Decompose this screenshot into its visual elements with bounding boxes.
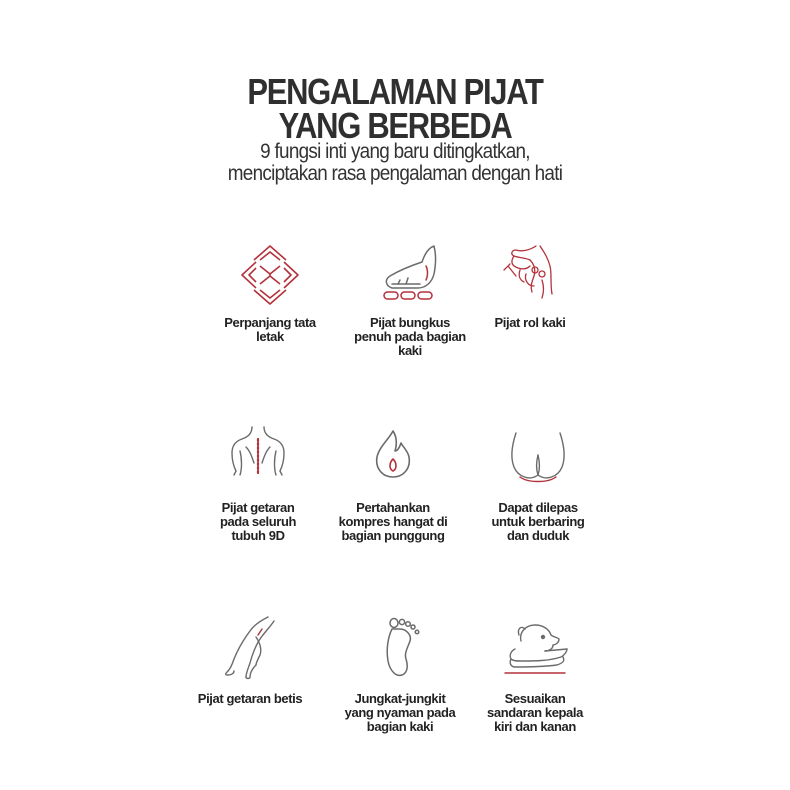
flame-icon (353, 425, 433, 495)
back-body-icon (218, 425, 298, 495)
feature-label: Pijat rol kaki (494, 315, 566, 330)
footprint-icon (360, 615, 440, 685)
page-title-line-1: PENGALAMAN PIJAT (247, 71, 543, 112)
feature-label: Pijat getaran pada seluruh tubuh 9D (219, 500, 297, 543)
subtitle-line-2: menciptakan rasa pengalaman dengan hati (227, 162, 563, 185)
seat-cushion-icon (498, 425, 578, 495)
feature-label: Pijat bungkus penuh pada bagian kaki (354, 315, 466, 358)
feature-label: Dapat dilepas untuk berbaring dan duduk (491, 500, 585, 543)
feature-label: Perpanjang tata letak (224, 315, 316, 344)
feature-label: Pertahankan kompres hangat di bagian punggung (338, 500, 448, 543)
hand-massage-icon (490, 240, 570, 310)
head-pillow-icon (495, 615, 575, 685)
feature-label: Jungkat-jungkit yang nyaman pada bagian kaki (344, 691, 456, 734)
foot-airbag-icon (370, 240, 450, 310)
feature-label: Pijat getaran betis (197, 691, 303, 706)
extend-arrows-icon (230, 240, 310, 310)
legs-calf-icon (210, 615, 290, 685)
feature-label: Sesuaikan sandaran kepala kiri dan kanan (487, 691, 583, 734)
page-title-line-2: YANG BERBEDA (278, 105, 512, 146)
subtitle-line-1: 9 fungsi inti yang baru ditingkatkan, (260, 140, 530, 163)
